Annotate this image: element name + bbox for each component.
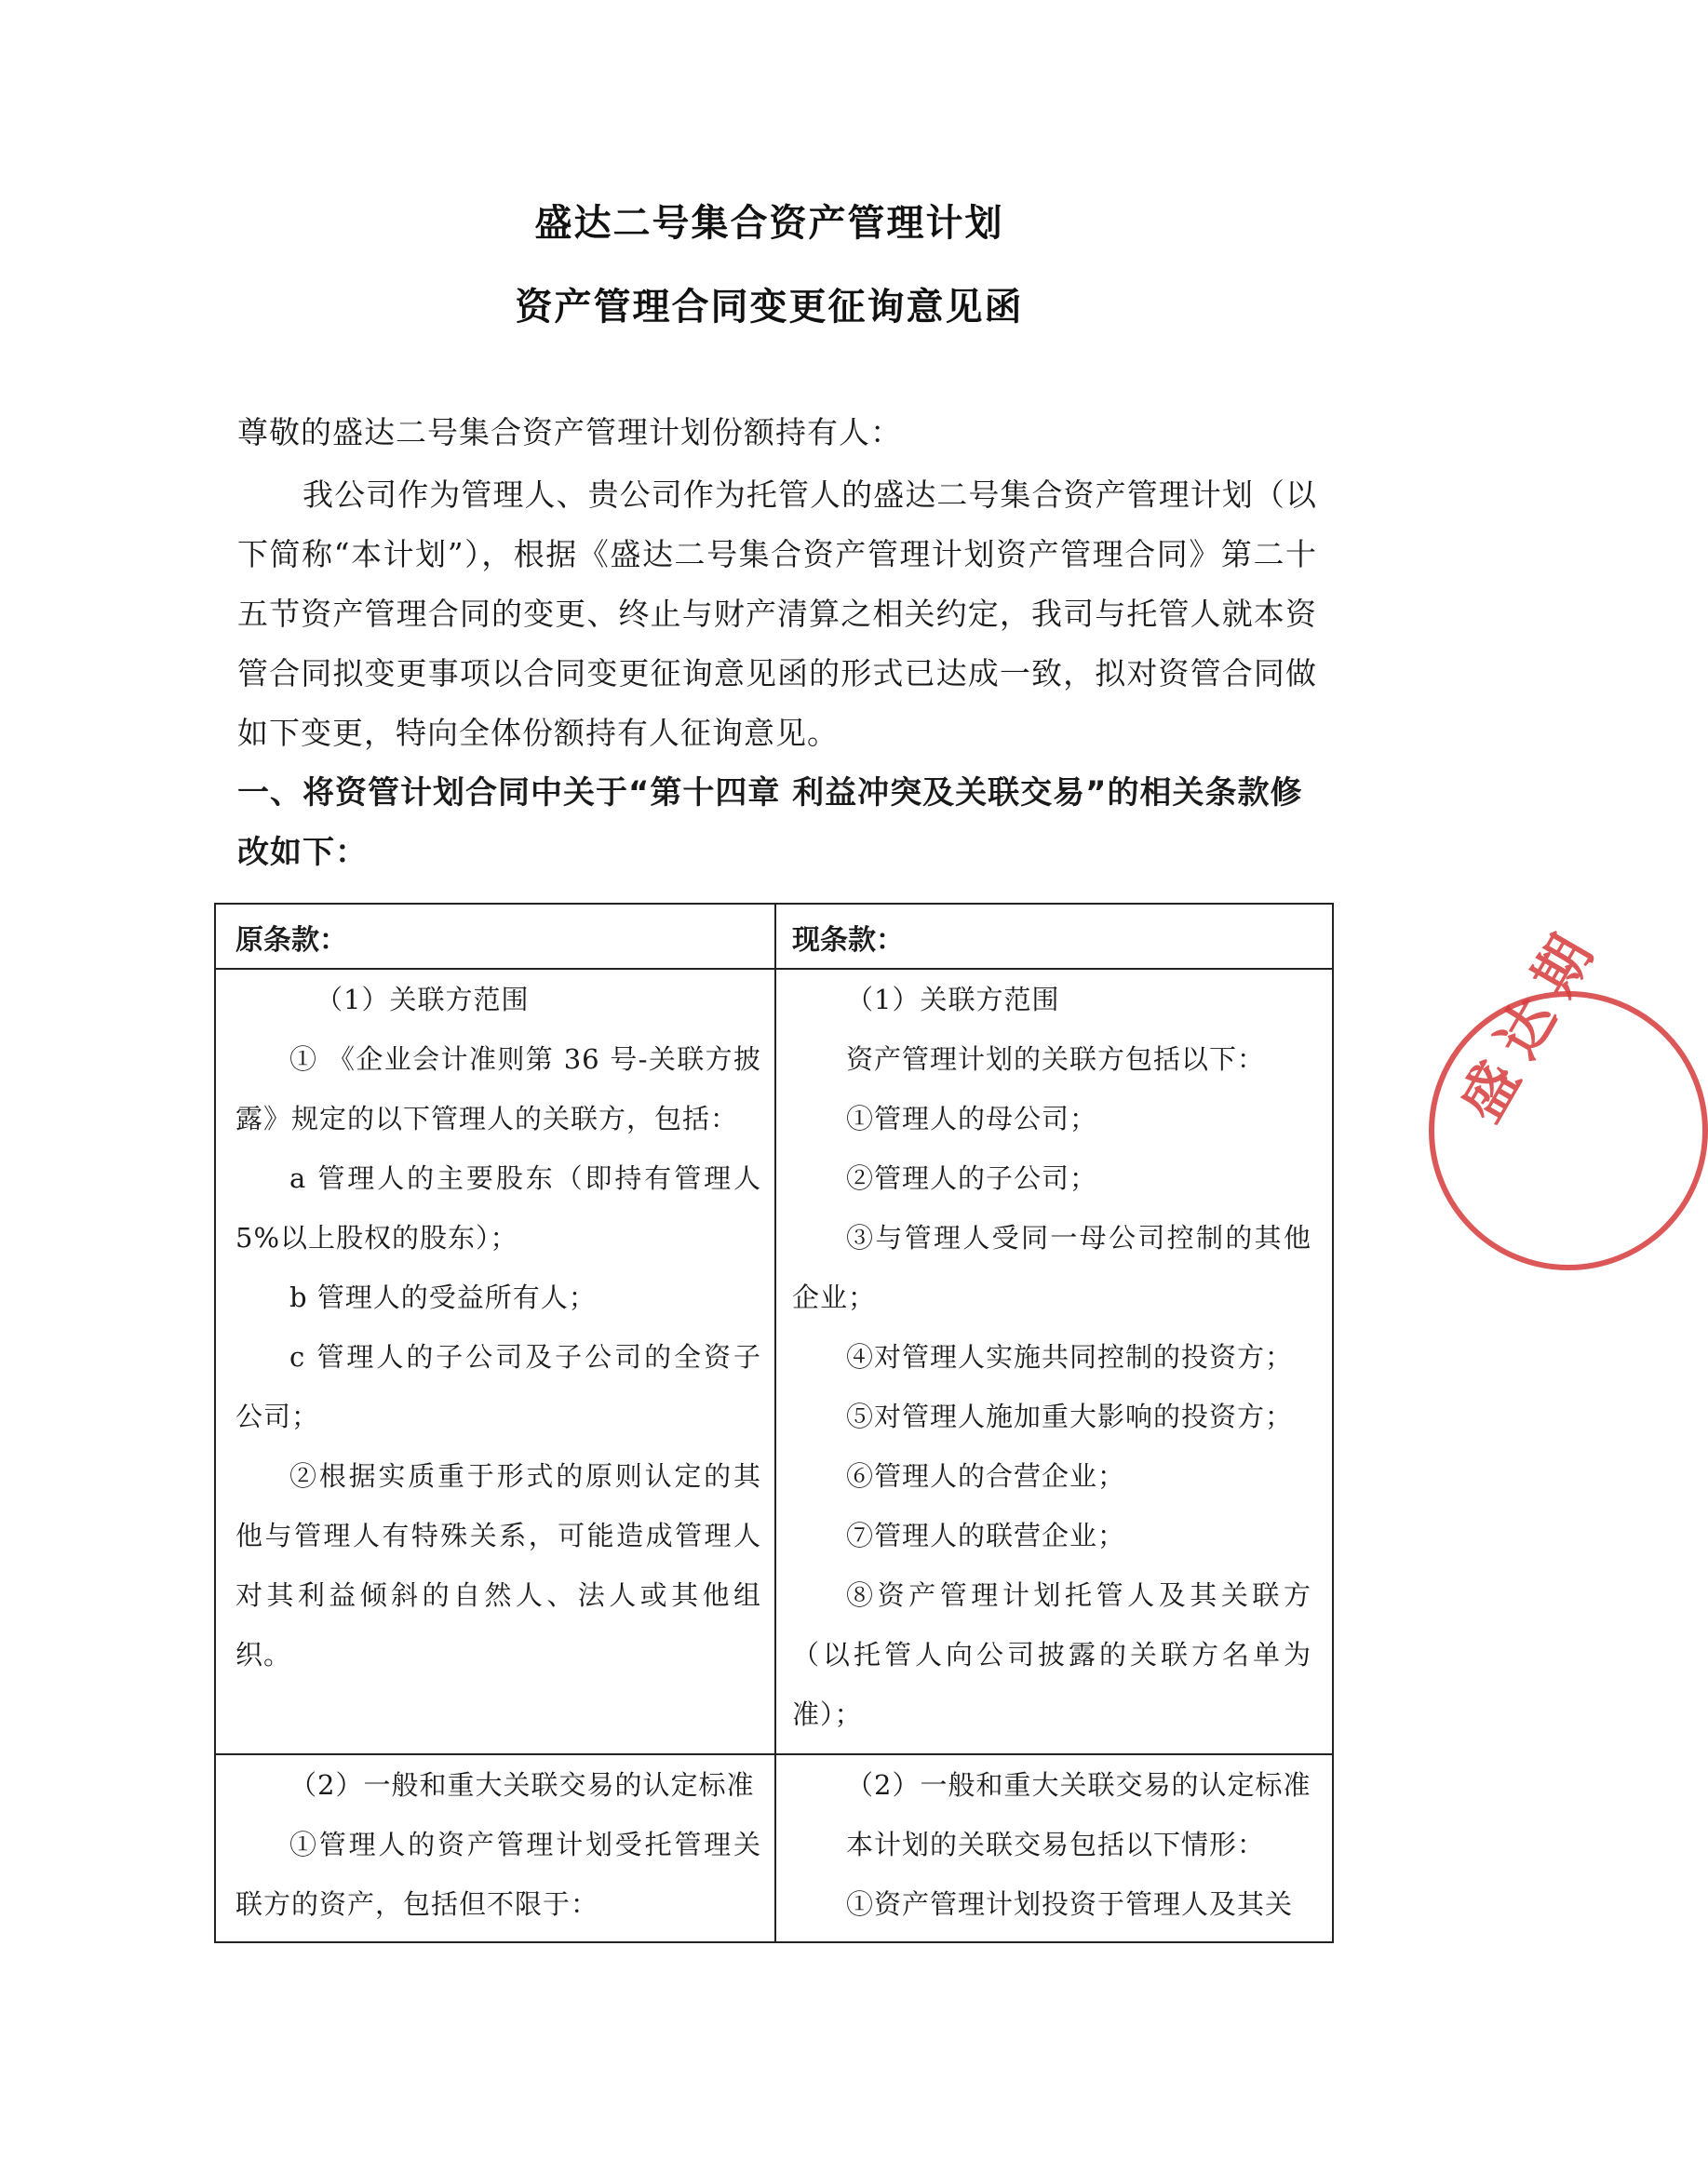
clause-paragraph: ①资产管理计划投资于管理人及其关 — [846, 1888, 1294, 1920]
clause-paragraph: ⑦管理人的联营企业； — [846, 1520, 1126, 1551]
document-title: 盛达二号集合资产管理计划 — [534, 202, 1004, 245]
clause-paragraph: ②管理人的子公司； — [846, 1162, 1098, 1194]
clause-paragraph: ⑤对管理人施加重大影响的投资方； — [846, 1401, 1294, 1432]
table-border-right — [1332, 903, 1334, 1943]
original-clause-related-parties — [235, 970, 761, 1684]
current-clause-transaction-criteria — [792, 1755, 1311, 1934]
clause-paragraph: ④对管理人实施共同控制的投资方； — [846, 1341, 1294, 1373]
clause-paragraph: ⑥管理人的合营企业； — [846, 1460, 1126, 1492]
salutation: 尊敬的盛达二号集合资产管理计划份额持有人： — [237, 414, 902, 450]
document-subtitle: 资产管理合同变更征询意见函 — [515, 286, 1024, 329]
section-heading: 一、将资管计划合同中关于“第十四章 利益冲突及关联交易”的相关条款修改如下： — [237, 774, 1303, 871]
current-clause-related-parties — [792, 970, 1311, 1744]
clause-paragraph: ③与管理人受同一母公司控制的其他企业； — [792, 1222, 1311, 1313]
clause-paragraph: b 管理人的受益所有人； — [289, 1282, 597, 1313]
header-current-clause: 现条款： — [792, 924, 904, 957]
clause-paragraph: a 管理人的主要股东（即持有管理人 5%以上股权的股东）； — [235, 1162, 761, 1254]
clause-paragraph: ① 《企业会计准则第 36 号-关联方披露》规定的以下管理人的关联方，包括： — [235, 1043, 761, 1134]
intro-paragraph: 我公司作为管理人、贵公司作为托管人的盛达二号集合资产管理计划（以下简称“本计划”），根据《盛达二号集合资产管理计划资产管理合同》第二十五节资产管理合同的变更、终止与财产清算之相关约定，我司与托管人就本资管合同拟变更事项以合同变更征询意见函的形式已达成一致，拟对资管合同做如下变更，特向全体份额持有人征询意见。 — [237, 476, 1317, 751]
clause-paragraph: 资产管理计划的关联方包括以下： — [846, 1043, 1266, 1075]
header-original-clause: 原条款： — [235, 924, 347, 957]
clause-paragraph: （1）关联方范围 — [316, 984, 530, 1015]
clause-paragraph: ①管理人的资产管理计划受托管理关联方的资产，包括但不限于： — [235, 1829, 761, 1920]
company-seal-text: 盛达期 — [1448, 910, 1614, 1133]
clause-paragraph: ⑧资产管理计划托管人及其关联方（以托管人向公司披露的关联方名单为准）； — [792, 1579, 1311, 1730]
original-clause-transaction-criteria — [235, 1755, 761, 1934]
clause-paragraph: （2）一般和重大关联交易的认定标准 — [846, 1769, 1311, 1801]
clause-paragraph: c 管理人的子公司及子公司的全资子公司； — [235, 1341, 761, 1432]
clause-paragraph: （2）一般和重大关联交易的认定标准 — [289, 1769, 755, 1801]
clause-paragraph: （1）关联方范围 — [846, 984, 1060, 1015]
company-seal — [1429, 991, 1708, 1270]
clause-paragraph: ①管理人的母公司； — [846, 1103, 1098, 1134]
clause-paragraph: 本计划的关联交易包括以下情形： — [846, 1829, 1266, 1860]
clause-paragraph: ②根据实质重于形式的原则认定的其他与管理人有特殊关系，可能造成管理人对其利益倾斜的自然人、法人或其他组织。 — [235, 1460, 761, 1671]
table-border-left — [214, 903, 216, 1943]
table-column-divider — [774, 903, 776, 1943]
